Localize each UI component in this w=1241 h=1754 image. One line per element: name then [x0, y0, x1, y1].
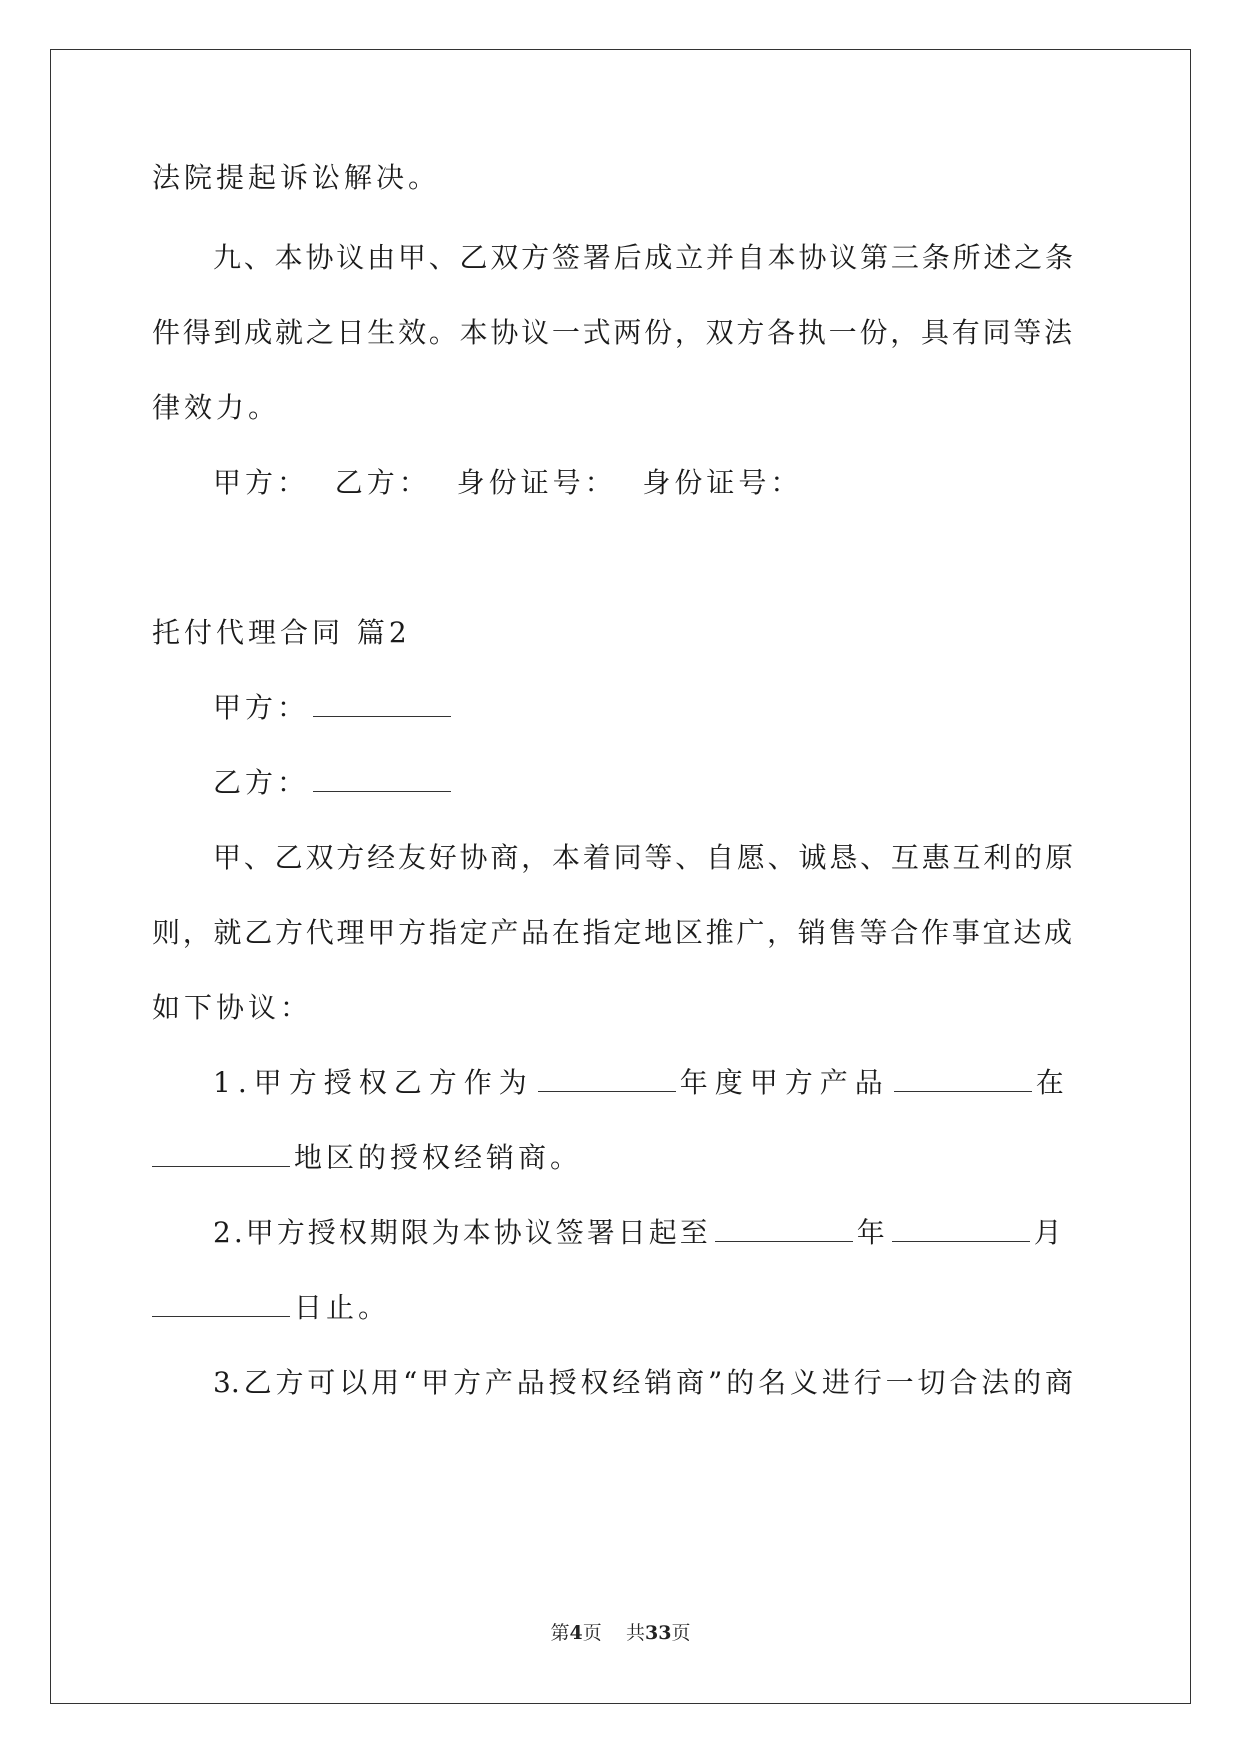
party-b-row — [213, 763, 455, 803]
paragraph-end: 法院提起诉讼解决。 — [152, 161, 441, 194]
item-2-line-2 — [152, 1288, 390, 1328]
item-1-mid: 年度甲方产品 — [679, 1066, 890, 1099]
footer-page-prefix: 第 — [550, 1622, 570, 1644]
item-2-year: 年 — [856, 1216, 888, 1249]
party-a-row — [213, 688, 455, 728]
section-title: 托付代理合同 篇2 — [152, 616, 411, 649]
intro-line-2: 则，就乙方代理甲方指定产品在指定地区推广，销售等合作事宜达成 — [152, 916, 1072, 949]
item-3-line-1: 3.乙方可以用“甲方产品授权经销商”的名义进行一切合法的商 — [213, 1366, 1073, 1399]
clause-nine-line-1: 九、本协议由甲、乙双方签署后成立并自本协议第三条所述之条 — [213, 241, 1073, 274]
footer-total-prefix: 共 — [625, 1622, 645, 1644]
item-2-suffix: 日止。 — [294, 1291, 391, 1324]
item-2-prefix: 2.甲方授权期限为本协议签署日起至 — [213, 1216, 711, 1249]
footer-total-pages: 33 — [644, 1622, 672, 1644]
item-1-year-blank[interactable] — [538, 1065, 676, 1092]
item-1-suffix: 地区的授权经销商。 — [294, 1141, 583, 1174]
item-1-product-blank[interactable] — [894, 1065, 1032, 1092]
page-footer — [0, 1618, 1241, 1645]
item-2-month: 月 — [1033, 1216, 1065, 1249]
item-2-year-blank[interactable] — [715, 1215, 853, 1242]
item-1-line-1 — [213, 1063, 1071, 1103]
clause-nine-line-2: 件得到成就之日生效。本协议一式两份，双方各执一份，具有同等法 — [152, 316, 1072, 349]
footer-page-number: 4 — [569, 1622, 583, 1644]
party-b-label: 乙方： — [213, 766, 310, 799]
intro-line-3: 如下协议： — [152, 991, 313, 1024]
signature-line: 甲方： 乙方： 身份证号： 身份证号： — [213, 466, 803, 499]
footer-total-suffix: 页 — [671, 1622, 691, 1644]
item-1-prefix: 1.甲方授权乙方作为 — [213, 1066, 534, 1099]
intro-line-1: 甲、乙双方经友好协商，本着同等、自愿、诚恳、互惠互利的原 — [213, 841, 1073, 874]
item-2-month-blank[interactable] — [892, 1215, 1030, 1242]
item-1-mid2: 在 — [1035, 1066, 1071, 1099]
footer-page-mid: 页 — [582, 1622, 602, 1644]
item-1-region-blank[interactable] — [152, 1140, 290, 1167]
party-a-label: 甲方： — [213, 691, 310, 724]
party-a-blank[interactable] — [313, 690, 451, 717]
party-b-blank[interactable] — [313, 765, 451, 792]
item-1-line-2 — [152, 1138, 582, 1178]
clause-nine-line-3: 律效力。 — [152, 391, 281, 424]
item-2-line-1 — [213, 1213, 1065, 1253]
item-2-day-blank[interactable] — [152, 1290, 290, 1317]
